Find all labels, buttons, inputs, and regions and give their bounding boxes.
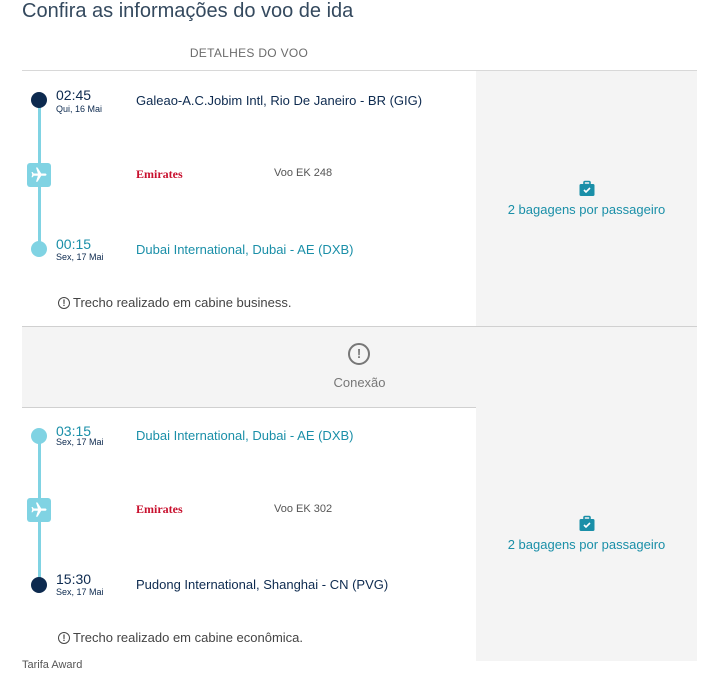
departure-time: 03:15 [56, 423, 92, 439]
fare-label: Tarifa Award [22, 659, 83, 671]
baggage-allowance: 2 bagagens por passageiro [507, 202, 666, 217]
flight-segment-1 [22, 71, 697, 326]
departure-airport: Galeao-A.C.Jobim Intl, Rio De Janeiro - BR (GIG) [136, 93, 423, 108]
emirates-logo: Emirates [136, 167, 183, 181]
arrival-airport: Dubai International, Dubai - AE (DXB) [136, 242, 354, 257]
baggage-icon [578, 180, 596, 198]
baggage-panel [476, 407, 697, 661]
arrival-time: 00:15 [56, 236, 92, 252]
departure-time: 02:45 [56, 87, 92, 103]
info-icon: ! [58, 297, 70, 309]
baggage-icon [578, 515, 596, 533]
cabin-note-text: Trecho realizado em cabine business. [73, 295, 292, 310]
plane-icon [27, 163, 51, 187]
flight-number: Voo EK 302 [274, 503, 333, 515]
cabin-note [58, 295, 291, 310]
arrival-dot [31, 241, 47, 257]
arrival-time: 15:30 [56, 571, 92, 587]
arrival-dot [31, 577, 47, 593]
alert-icon: ! [348, 343, 370, 365]
plane-icon [27, 498, 51, 522]
info-icon: ! [58, 632, 70, 644]
departure-airport: Dubai International, Dubai - AE (DXB) [136, 428, 354, 443]
connection-banner [22, 326, 697, 408]
baggage-allowance: 2 bagagens por passageiro [507, 537, 666, 552]
baggage-panel [476, 71, 697, 326]
arrival-airport: Pudong International, Shanghai - CN (PVG) [136, 577, 389, 592]
arrival-date: Sex, 17 Mai [56, 252, 104, 262]
departure-dot [31, 428, 47, 444]
flight-details-header: DETALHES DO VOO [189, 46, 309, 60]
flight-segment-2 [22, 407, 697, 661]
flight-number: Voo EK 248 [274, 167, 333, 179]
departure-date: Sex, 17 Mai [56, 437, 104, 447]
connection-label: Conexão [333, 375, 386, 390]
departure-dot [31, 92, 47, 108]
page-title: Confira as informações do voo de ida [22, 0, 354, 22]
cabin-note [58, 630, 303, 645]
emirates-logo: Emirates [136, 502, 183, 516]
arrival-date: Sex, 17 Mai [56, 587, 104, 597]
departure-date: Qui, 16 Mai [56, 104, 103, 114]
cabin-note-text: Trecho realizado em cabine econômica. [73, 630, 304, 645]
